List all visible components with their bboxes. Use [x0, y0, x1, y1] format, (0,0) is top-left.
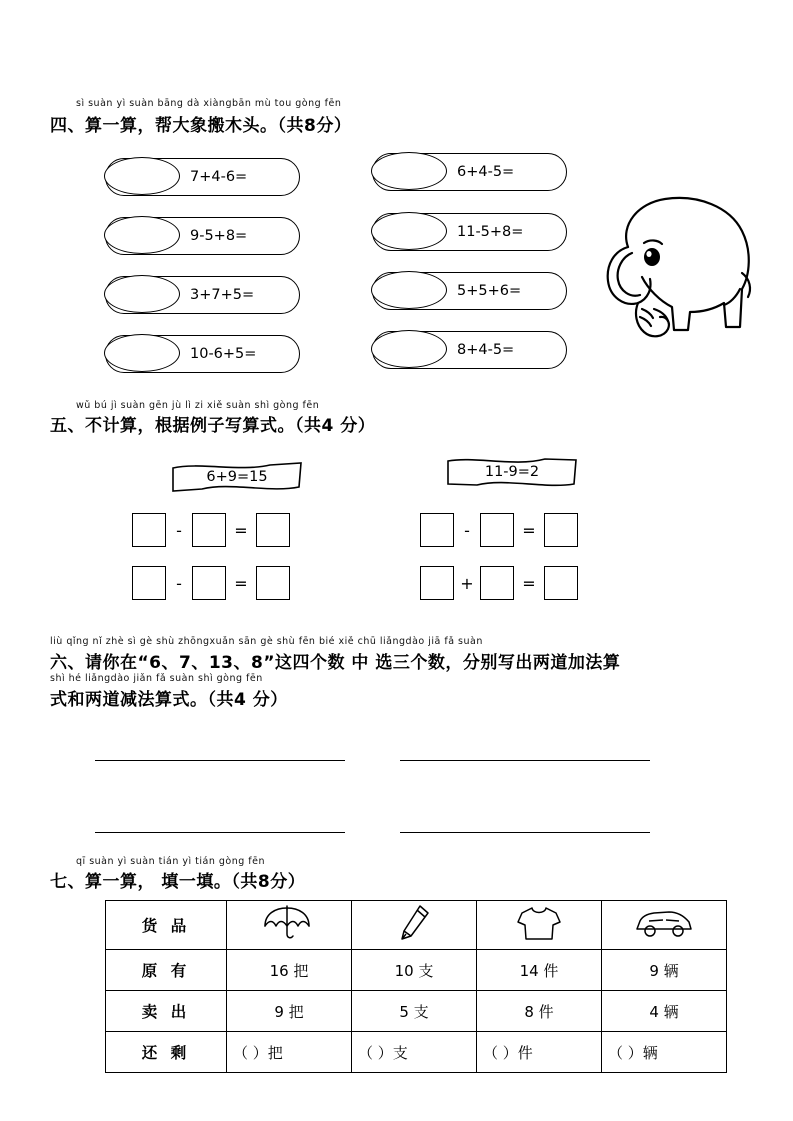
answer-oval[interactable] — [104, 275, 180, 313]
answer-line[interactable] — [400, 760, 650, 761]
problem-capsule[interactable] — [105, 217, 300, 255]
elephant-icon — [590, 185, 765, 350]
operator: = — [522, 520, 536, 540]
cell-sold-pencil: 5 支 — [352, 991, 477, 1032]
cell-original-umbrella: 16 把 — [227, 950, 352, 991]
answer-box[interactable] — [480, 566, 514, 600]
row-label-original: 原 有 — [106, 950, 227, 991]
expression-text: 11-5+8= — [457, 224, 524, 240]
goods-table — [105, 900, 727, 1073]
example-banner-right — [445, 455, 579, 489]
section-6-pinyin-1: liù qǐng nǐ zhè sì gè shù zhōngxuǎn sān gè shù fēn bié xiě chū liǎngdào jiā fǎ suàn — [50, 636, 483, 647]
problem-capsule[interactable] — [372, 331, 567, 369]
equation-row — [420, 513, 578, 547]
cell-remaining-umbrella[interactable]: （ ）把 — [227, 1032, 352, 1073]
section-6-pinyin-2: shì hé liǎngdào jiǎn fǎ suàn shì gòng fēn — [50, 673, 263, 684]
answer-box[interactable] — [480, 513, 514, 547]
section-7 — [50, 856, 750, 1062]
section-6-heading-1: 六、请你在“6、7、13、8”这四个数 中 选三个数，分别写出两道加法算 — [50, 653, 621, 673]
example-expression: 11-9=2 — [484, 464, 540, 480]
answer-box[interactable] — [256, 566, 290, 600]
cell-remaining-car[interactable]: （ ）辆 — [602, 1032, 727, 1073]
expression-text: 7+4-6= — [190, 169, 248, 185]
row-label-remaining: 还 剩 — [106, 1032, 227, 1073]
car-icon — [602, 901, 727, 950]
expression-text: 5+5+6= — [457, 283, 522, 299]
equation-row — [132, 513, 290, 547]
section-4-pinyin: sì suàn yì suàn bāng dà xiàngbān mù tou gòng fēn — [76, 98, 342, 109]
pencil-icon — [352, 901, 477, 950]
problem-capsule[interactable] — [372, 213, 567, 251]
section-4-heading: 四、算一算，帮大象搬木头。（共8分） — [50, 116, 352, 136]
example-banner-left — [170, 460, 304, 494]
expression-text: 6+4-5= — [457, 164, 515, 180]
operator: = — [234, 573, 248, 593]
tshirt-icon — [477, 901, 602, 950]
equation-row — [132, 566, 290, 600]
problem-capsule[interactable] — [105, 158, 300, 196]
operator: - — [176, 573, 182, 593]
cell-original-pencil: 10 支 — [352, 950, 477, 991]
cell-remaining-pencil[interactable]: （ ）支 — [352, 1032, 477, 1073]
equation-row — [420, 566, 578, 600]
cell-original-tshirt: 14 件 — [477, 950, 602, 991]
expression-text: 9-5+8= — [190, 228, 248, 244]
row-label-goods: 货 品 — [106, 901, 227, 950]
table-row — [106, 950, 727, 991]
section-6 — [50, 636, 750, 710]
expression-text: 10-6+5= — [190, 346, 257, 362]
answer-line[interactable] — [400, 832, 650, 833]
answer-box[interactable] — [544, 566, 578, 600]
answer-oval[interactable] — [371, 271, 447, 309]
answer-oval[interactable] — [371, 330, 447, 368]
section-7-pinyin: qī suàn yì suàn tián yì tián gòng fēn — [76, 856, 265, 867]
operator: - — [464, 520, 470, 540]
table-row — [106, 991, 727, 1032]
answer-box[interactable] — [192, 566, 226, 600]
section-5 — [50, 400, 750, 593]
operator: + — [460, 573, 474, 593]
cell-sold-tshirt: 8 件 — [477, 991, 602, 1032]
problem-capsule[interactable] — [372, 272, 567, 310]
operator: = — [234, 520, 248, 540]
answer-line[interactable] — [95, 832, 345, 833]
section-5-pinyin: wǔ bú jì suàn gēn jù lì zi xiě suàn shì gòng fēn — [76, 400, 320, 411]
answer-oval[interactable] — [104, 157, 180, 195]
answer-box[interactable] — [132, 566, 166, 600]
operator: - — [176, 520, 182, 540]
answer-box[interactable] — [132, 513, 166, 547]
problem-capsule[interactable] — [105, 335, 300, 373]
section-4 — [50, 98, 750, 362]
table-row — [106, 1032, 727, 1073]
answer-box[interactable] — [420, 513, 454, 547]
answer-oval[interactable] — [104, 216, 180, 254]
cell-original-car: 9 辆 — [602, 950, 727, 991]
answer-box[interactable] — [544, 513, 578, 547]
section-5-heading: 五、不计算，根据例子写算式。（共4 分） — [50, 416, 376, 436]
expression-text: 8+4-5= — [457, 342, 515, 358]
section-7-heading: 七、算一算， 填一填。（共8分） — [50, 872, 306, 892]
answer-box[interactable] — [192, 513, 226, 547]
umbrella-icon — [227, 901, 352, 950]
operator: = — [522, 573, 536, 593]
example-expression: 6+9=15 — [206, 469, 268, 485]
answer-box[interactable] — [420, 566, 454, 600]
expression-text: 3+7+5= — [190, 287, 255, 303]
cell-sold-car: 4 辆 — [602, 991, 727, 1032]
answer-oval[interactable] — [104, 334, 180, 372]
problem-capsule[interactable] — [105, 276, 300, 314]
table-row — [106, 901, 727, 950]
row-label-sold: 卖 出 — [106, 991, 227, 1032]
answer-oval[interactable] — [371, 152, 447, 190]
answer-oval[interactable] — [371, 212, 447, 250]
cell-sold-umbrella: 9 把 — [227, 991, 352, 1032]
problem-capsule[interactable] — [372, 153, 567, 191]
answer-line[interactable] — [95, 760, 345, 761]
cell-remaining-tshirt[interactable]: （ ）件 — [477, 1032, 602, 1073]
section-6-heading-2: 式和两道减法算式。（共4 分） — [50, 690, 288, 710]
answer-box[interactable] — [256, 513, 290, 547]
